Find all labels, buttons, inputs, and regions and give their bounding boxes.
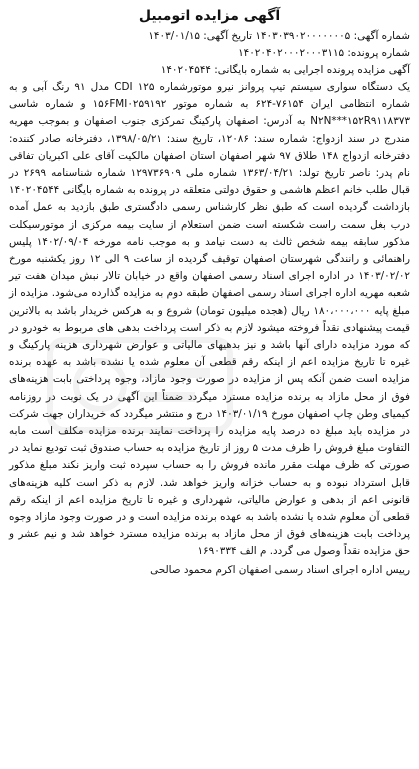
archive-number-line: آگهی مزایده پرونده اجرایی به شماره بایگانی: ۱۴۰۲۰۴۵۴۴ <box>160 64 410 76</box>
notice-title: آگهی مزایده اتومبیل <box>138 8 281 24</box>
case-number-line: شماره پرونده: ۱۴۰۲۰۴۰۲۰۰۰۲۰۰۰۳۱۱۵ <box>238 47 410 59</box>
notice-body: یک دستگاه سواری سیستم تیپ پروانز نیرو موتورشماره ۱۲۵ CDI مدل ۹۱ رنگ آبی و به شماره انتظامی ایران ۷۶۱۵۴-۶۲۴ به شماره موتور ۱۵۶FMI۰۲۵۹۱۹۲ و شماره شاسی N۲N***۱۵۲R۹۱۱۸۳۷۳ به آدرس: اصفهان پارکینگ تمرکزی جنوب اصفهان و بموجب مهریه مندرج در سند ازدواج: شماره سند: ۱۲۰۸۶، تاریخ سند: ۱۳۹۸/۰۵/۲۱، دفترخانه صادر کننده: دفترخانه ازدواج ۱۴۸ طلاق ۹۷ شهر اصفهان استان اصفهان مالکیت آقای علی اکبریان تفاقی نام پدر: ناصر تاریخ تولد: ۱۳۶۳/۰۴/۲۱ شماره ملی ۱۲۹۷۳۶۹۰۹ شماره شناسنامه ۲۶۹۹ در قبال طلب خانم اعظم هاشمی و حقوق دولتی متعلقه در پرونده به شماره بایگانی ۱۴۰۲۰۴۵۴۴ بازداشت گردیده است که طبق نظر کارشناس رسمی دادگستری طبق بازدید به عمل آمده درب بغل سمت راست شکسته است ضمن استعلام از سایت بیمه مرکزی از موتورسیکلت مذکور سابقه بیمه شخص ثالث به دست نیامد و به موجب نامه مورخه ۱۴۰۲/۰۹/۰۴ پلیس راهنمائی و رانندگی شهرستان اصفهان توقیف گردیده از ساعت ۹ الی ۱۲ روز یکشنبه مورخ ۱۴۰۳/۰۲/۰۲ در اداره اجرای اسناد رسمی اصفهان واقع در خیابان تالار نبش میدان هفت تیر شعبه مهریه اداره اجرای اسناد رسمی اصفهان طبقه دوم به مزایده گذارده می‌شود. مزایده از مبلغ پایه ۱۸۰،۰۰۰،۰۰۰ ریال (هجده میلیون تومان) شروع و به هرکس خریدار باشد به بالاترین قیمت پیشنهادی نقداً فروخته میشود لازم به ذکر است پرداخت بدهی های مربوط به خودرو در که مورد مزایده دارای آنها باشد و نیز بدهیهای مالیاتی و عوارض شهرداری هزینه پارکینگ و غیره تا تاریخ مزایده اعم از اینکه رقم قطعی آن معلوم شده یا نشده باشد به عهده برنده مزایده است ضمن آنکه پس از مزایده در صورت وجود مازاد، وجوه پرداختی بابت هزینه‌های فوق از محل مازاد به برنده مزایده مسترد میگردد ضمناً این آگهی در یک نوبت در روزنامه کیمیای وطن چاپ اصفهان مورخ ۱۴۰۳/۰۱/۱۹ درج و منتشر میگردد که خریداران جهت شرکت در مزایده باید مبلغ ده درصد پایه مزایده را پرداخت نمایند برنده مزایده مکلف است مابه التفاوت مبلغ فروش را ظرف مدت ۵ روز از تاریخ مزایده به حساب صندوق ثبت تودیع نماید در صورتی که ظرف مهلت مقرر مانده فروش را به حساب سپرده ثبت واریز نکند مبلغ مذکور قابل استرداد نبوده و به حساب خزانه واریز خواهد شد. لازم به ذکر است کلیه هزینه‌های قانونی اعم از بدهی و عوارض مالیاتی، شهرداری و غیره تا تاریخ مزایده اعم از اینکه رقم قطعی آن معلوم شده یا نشده باشد به عهده برنده مزایده است و در صورت وجود مازاد وجوه پرداخت بابت هزینه‌های فوق از محل مازاد به برنده مزایده مسترد خواهد شد و نیم عشر و حق مزایده نقداً وصول می گردد. م الف ۱۶۹۰۳۳۴ <box>9 81 411 558</box>
notice-signature: رییس اداره اجرای اسناد رسمی اصفهان اکرم محمود صالحی <box>150 563 410 576</box>
notice-number-line: شماره آگهی: ۱۴۰۳۰۳۹۰۲۰۰۰۰۰۰۰۵ تاریخ آگهی: ۱۴۰۳/۰۱/۱۵ <box>148 30 410 42</box>
